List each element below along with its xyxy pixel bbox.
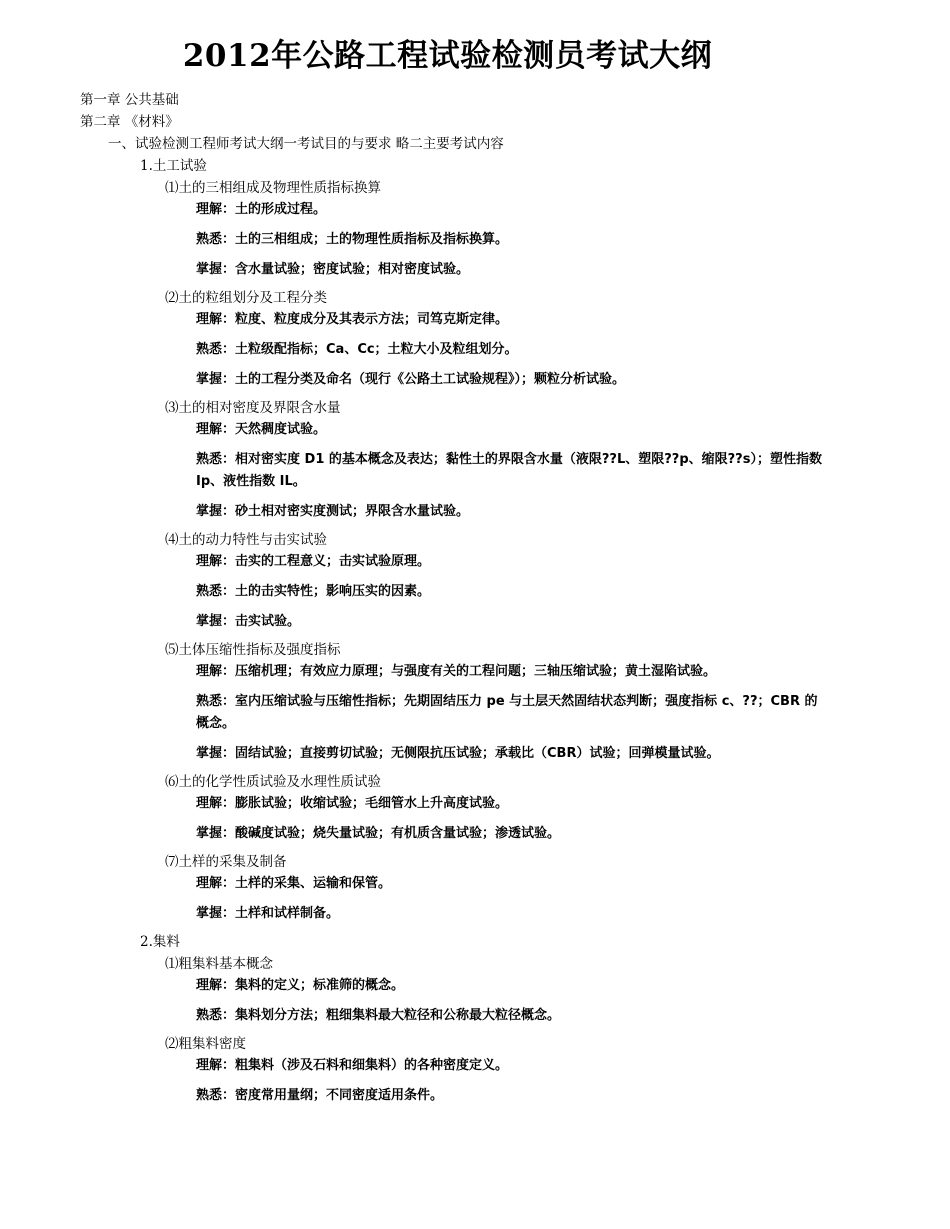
requirement-item: 理解：粗集料（涉及石料和细集料）的各种密度定义。 <box>196 1058 509 1073</box>
requirement-item: 掌握：固结试验；直接剪切试验；无侧限抗压试验；承载比（CBR）试验；回弹模量试验。 <box>196 746 720 761</box>
document-body <box>0 89 950 1113</box>
requirement-item: 掌握：酸碱度试验；烧失量试验；有机质含量试验；渗透试验。 <box>196 826 561 841</box>
section-heading: 一、试验检测工程师考试大纲一考试目的与要求 略二主要考试内容 <box>108 136 504 152</box>
requirement-item: 理解：土样的采集、运输和保管。 <box>196 876 392 891</box>
requirement-item: 熟悉：室内压缩试验与压缩性指标；先期固结压力 pe 与土层天然固结状态判断；强度指标 c、??；CBR 的概念。 <box>196 694 818 731</box>
topic-heading: ⑴粗集料基本概念 <box>165 956 273 972</box>
requirement-item: 理解：压缩机理；有效应力原理；与强度有关的工程问题；三轴压缩试验；黄土湿陷试验。 <box>196 664 717 679</box>
requirement-item: 掌握：击实试验。 <box>196 614 301 629</box>
requirement-item: 理解：膨胀试验；收缩试验；毛细管水上升高度试验。 <box>196 796 509 811</box>
requirement-item: 熟悉：土粒级配指标；Ca、Cc；土粒大小及粒组划分。 <box>196 342 518 357</box>
requirement-item: 掌握：含水量试验；密度试验；相对密度试验。 <box>196 262 470 277</box>
requirement-item: 熟悉：集料划分方法；粗细集料最大粒径和公称最大粒径概念。 <box>196 1008 561 1023</box>
module-heading: 1.土工试验 <box>140 158 207 174</box>
chapter-heading: 第一章 公共基础 <box>80 92 179 108</box>
topic-heading: ⑴土的三相组成及物理性质指标换算 <box>165 180 381 196</box>
requirement-item: 理解：天然稠度试验。 <box>196 422 327 437</box>
topic-heading: ⑵土的粒组划分及工程分类 <box>165 290 327 306</box>
document-title: 2012年公路工程试验检测员考试大纲 <box>182 38 713 74</box>
topic-heading: ⑺土样的采集及制备 <box>165 854 287 870</box>
requirement-item: 理解：粒度、粒度成分及其表示方法；司笃克斯定律。 <box>196 312 509 327</box>
topic-heading: ⑹土的化学性质试验及水理性质试验 <box>165 774 381 790</box>
requirement-item: 掌握：土样和试样制备。 <box>196 906 340 921</box>
requirement-item: 掌握：砂土相对密实度测试；界限含水量试验。 <box>196 504 470 519</box>
chapter-heading: 第二章 《材料》 <box>80 114 179 130</box>
requirement-item: 理解：土的形成过程。 <box>196 202 327 217</box>
topic-heading: ⑶土的相对密度及界限含水量 <box>165 400 341 416</box>
requirement-item: 熟悉：密度常用量纲；不同密度适用条件。 <box>196 1088 444 1103</box>
module-heading: 2.集料 <box>140 934 180 950</box>
topic-heading: ⑸土体压缩性指标及强度指标 <box>165 642 341 658</box>
requirement-item: 理解：击实的工程意义；击实试验原理。 <box>196 554 431 569</box>
topic-heading: ⑷土的动力特性与击实试验 <box>165 532 327 548</box>
requirement-item: 熟悉：土的击实特性；影响压实的因素。 <box>196 584 431 599</box>
topic-heading: ⑵粗集料密度 <box>165 1036 246 1052</box>
requirement-item: 掌握：土的工程分类及命名（现行《公路土工试验规程》）；颗粒分析试验。 <box>196 372 626 387</box>
requirement-item: 熟悉：土的三相组成；土的物理性质指标及指标换算。 <box>196 232 509 247</box>
requirement-item: 熟悉：相对密实度 D1 的基本概念及表达；黏性土的界限含水量（液限??L、塑限??p、缩限??s）；塑性指数 Ip、液性指数 IL。 <box>196 452 822 489</box>
requirement-item: 理解：集料的定义；标准筛的概念。 <box>196 978 405 993</box>
